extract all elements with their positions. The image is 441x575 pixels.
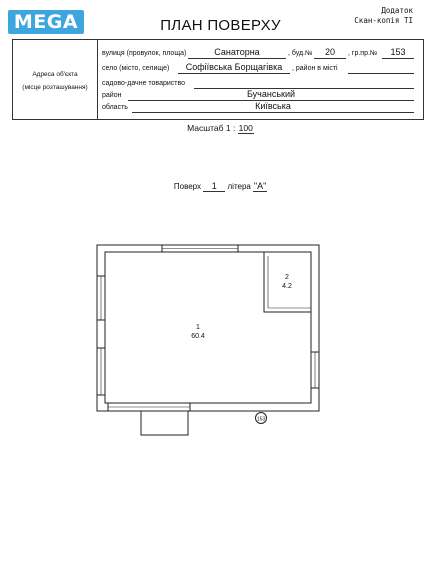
- building-value: 20: [314, 47, 346, 59]
- garden-label: садово-дачне товариство: [102, 80, 186, 87]
- room-2-label: [276, 273, 298, 291]
- plot-value: 153: [382, 47, 414, 59]
- porch: [141, 411, 188, 435]
- letter-label: літера: [227, 182, 251, 191]
- district-city-label: , район в місті: [292, 65, 338, 72]
- floor-label: Поверх: [173, 182, 202, 191]
- room-2-number: 2: [285, 274, 289, 281]
- room-2-area: 4.2: [282, 283, 292, 290]
- street-value: Санаторна: [188, 47, 286, 59]
- village-label: село (місто, селище): [102, 65, 170, 72]
- room-1-label: [186, 323, 210, 341]
- address-caption-line1: Адреса об'єкта: [32, 71, 78, 78]
- addendum-label: Додаток: [381, 6, 413, 15]
- plot-label: , гр.пр.№: [348, 50, 378, 57]
- floor-value: 1: [203, 181, 225, 192]
- letter-value: "А": [253, 181, 267, 191]
- scale-value: 100: [238, 123, 253, 133]
- scale-label: Масштаб 1 :: [187, 123, 238, 133]
- region-label: область: [102, 104, 128, 111]
- room-1-number: 1: [196, 324, 200, 331]
- address-caption-line2: (місце розташування): [22, 84, 88, 91]
- village-value: Софіївська Борщагівка: [178, 62, 290, 74]
- page-title: ПЛАН ПОВЕРХУ: [160, 17, 281, 34]
- building-label: , буд.№: [288, 50, 313, 57]
- region-value: Київська: [132, 101, 414, 113]
- plot-marker-label: 153: [256, 416, 266, 423]
- street-label: вулиця (провулок, площа): [102, 50, 187, 57]
- district-value: Бучанський: [128, 89, 414, 101]
- room-1-area: 60.4: [191, 333, 205, 340]
- scan-copy-label: Скан-копія ТІ: [354, 16, 413, 25]
- district-label: район: [102, 92, 122, 99]
- logo: MEGA: [8, 10, 84, 34]
